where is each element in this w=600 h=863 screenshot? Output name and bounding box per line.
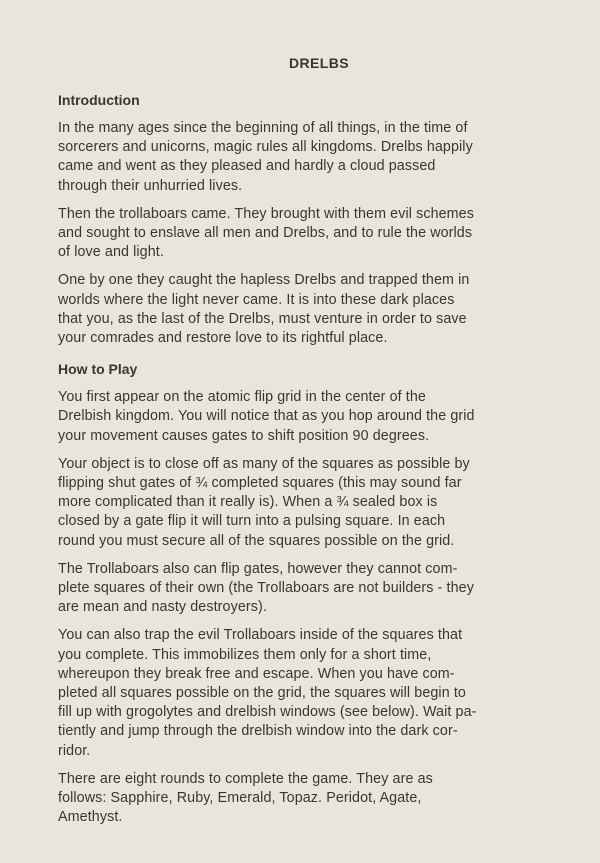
text-line: You first appear on the atomic flip grid in the center of the [58,389,426,406]
text-line: There are eight rounds to complete the game. They are as [58,770,433,787]
text-line: you complete. This immobilizes them only for a short time, [58,646,432,663]
text-line: worlds where the light never came. It is into these dark places [58,291,455,308]
text-line: came and went as they pleased and hardly a cloud passed [58,158,436,175]
text-line: your comrades and restore love to its rightful place. [58,330,388,347]
text-line: The Trollaboars also can flip gates, however they cannot com- [58,560,458,577]
text-line: whereupon they break free and escape. When you have com- [58,665,455,682]
text-line: Amethyst. [58,809,123,826]
text-line: Your object is to close off as many of the squares as possible by [58,455,470,472]
text-line: more complicated than it really is). When a ¾ sealed box is [58,494,438,511]
text-line: tiently and jump through the drelbish window into the dark cor- [58,723,458,740]
text-line: flipping shut gates of ¾ completed squares (this may sound far [58,475,462,492]
section-heading-introduction: Introduction [58,92,140,108]
paragraph [58,388,564,446]
paragraph [58,626,564,760]
text-line: are mean and nasty destroyers). [58,599,267,616]
text-line: Drelbish kingdom. You will notice that as you hop around the grid [58,408,475,425]
section-heading-how-to-play: How to Play [58,361,138,378]
text-line: pleted all squares possible on the grid, the squares will begin to [58,685,466,702]
text-line: You can also trap the evil Trollaboars inside of the squares that [58,627,463,644]
text-line: of love and light. [58,244,164,261]
text-line: plete squares of their own (the Trollaboars are not builders - they [58,580,474,597]
text-line: closed by a gate flip it will turn into a pulsing square. In each [58,513,446,530]
text-line: Then the trollaboars came. They brought with them evil schemes [58,205,474,222]
text-line: ridor. [58,742,91,759]
text-line: your movement causes gates to shift position 90 degrees. [58,427,430,444]
text-line: sorcerers and unicorns, magic rules all kingdoms. Drelbs happily [58,139,473,156]
text-line: One by one they caught the hapless Drelbs and trapped them in [58,272,470,289]
text-line: In the many ages since the beginning of all things, in the time of [58,120,468,136]
paragraph [58,205,564,263]
text-line: follows: Sapphire, Ruby, Emerald, Topaz. Peridot, Agate, [58,790,422,807]
paragraph [58,119,564,196]
section-introduction [58,92,564,348]
paragraph [58,770,564,828]
text-line: through their unhurried lives. [58,177,243,194]
text-line: round you must secure all of the squares possible on the grid. [58,532,455,549]
paragraph [58,455,564,551]
text-line: that you, as the last of the Drelbs, must venture in order to save [58,310,467,327]
text-line: fill up with grogolytes and drelbish windows (see below). Wait pa- [58,704,477,721]
page-title: DRELBS [289,55,349,71]
section-how-to-play [58,361,564,827]
paragraph [58,271,564,348]
paragraph [58,560,564,618]
text-line: and sought to enslave all men and Drelbs, and to rule the worlds [58,225,473,242]
